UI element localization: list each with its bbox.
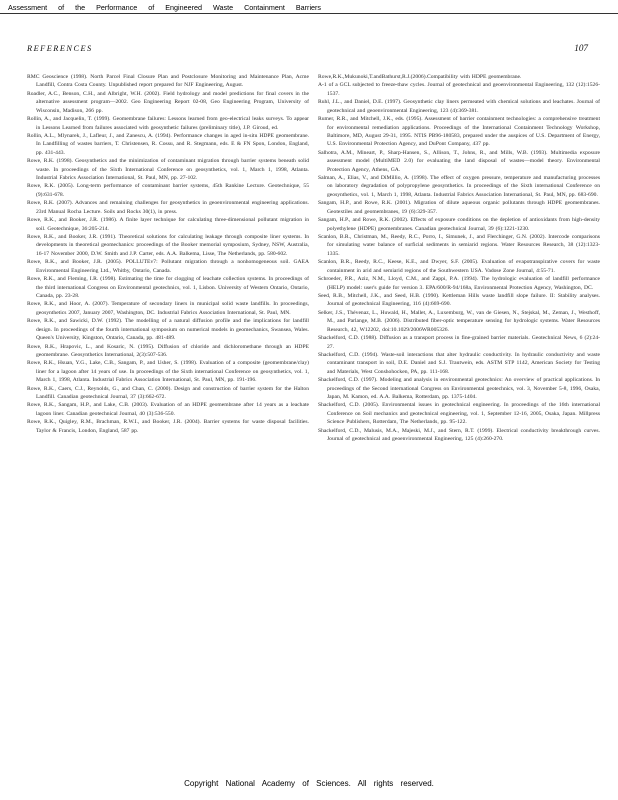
reference-entry: Rumer, R.R., and Mitchell, J.K., eds. (1995). Assessment of barrier containment technologies: a comprehensive treatment for environmental remediation applications. Proceedings of the International Containment Technology Workshop, Baltimore, MD, August 29-31, 1995. NTIS PB96-180583, prepared under the auspices of U.S. Department of Energy, U.S. Environmental Protection Agency, and DuPont Company, 437 pp. xyxy=(318,116,600,148)
reference-entry: Rowe, R.K., Hrapovic, L., and Kosaric, N. (1995). Diffusion of chloride and dichloromethane through an HDPE geomembrane. Geosynthetics International, 2(3):507-536. xyxy=(27,343,309,358)
reference-entry: Rowe, R.K., and Booker, J.R. (2005). POLLUTEv7: Pollutant migration through a nonhomogeneous soil. GAEA Environmental Engineering Ltd., Whitby, Ontario, Canada. xyxy=(27,259,309,274)
reference-entry: Rowe, R.K., and Booker, J.R. (1986). A finite layer technique for calculating three-dimensional pollutant migration in soil. Geotechnique, 36:205-214. xyxy=(27,217,309,232)
reference-entry: Ruhl, J.L., and Daniel, D.E. (1997). Geosynthetic clay liners permeated with chemical solutions and leachates. Journal of geotechnical and geoenvironmental Engineering, 123 (4):369-381. xyxy=(318,99,600,114)
reference-entry: Shackelford, C.D. (1994). Waste-soil interactions that alter hydraulic conductivity. In hydraulic conductivity and waste contaminant transport in soil, D.E. Daniel and S.J. Trautwein, eds. ASTM STP 1142, American Society for Testing and Materials, West Conshohocken, PA, pp. 111-168. xyxy=(318,351,600,375)
section-title: REFERENCES xyxy=(27,44,93,53)
references-left-column xyxy=(27,73,309,773)
reference-entry: Rollin, A.L., Mlynarek, J., Lafleur, J., and Zanescu, A. (1994). Performance changes in aged in-situ HDPE geomembrane. In Landfilling of wastes barriers, T. Christensen, R. Cossu, and R. Stegmann, eds. E & FN Spon, London, England, pp. 431-443. xyxy=(27,132,309,156)
reference-entry: Rowe, R.K. (2005). Long-term performance of contaminant barrier systems, 45th Rankine Lecture. Geotechnique, 55 (9):631-678. xyxy=(27,183,309,198)
page-number: 107 xyxy=(574,43,588,53)
reference-entry: Rowe, R.K., and Fleming, I.R. (1998). Estimating the time for clogging of leachate collection systems. In proceedings of the third international Congress on Environmental geotechnics, vol. 1, Lisbon. University of Western Ontario, Ontario, Canada, pp. 23-28. xyxy=(27,276,309,299)
reference-entry: Schroeder, P.R., Aziz, N.M., Lloyd, C.M., and Zappi, P.A. (1994). The hydrologic evaluation of landfill performance (HELP) model: user's guide for version 3. EPA/600/R-94/168a, Environmental Protection Agency, Washington, DC. xyxy=(318,276,600,291)
reference-entry: Rowe,R.K.,Mukunoki,T.andBathurst,R.J.(2006).Compatibility with HDPE geomembrane. xyxy=(318,74,522,80)
reference-entry: Rollin, A., and Jacquelin, T. (1999). Geomembrane failures: Lessons learned from geo-electrical leaks surveys. To appear in Lessons Learned from failures associated with geosynthetic failures (preliminary title), J.P. Giroud, ed. xyxy=(27,116,309,131)
reference-entry: Sangam, H.P., and Rowe, R.K. (2001). Migration of dilute aqueous organic pollutants through HDPE geomembranes. Geotextiles and geomembranes, 19 (6):329-357. xyxy=(318,200,600,215)
reference-entry: Seed, R.B., Mitchell, J.K., and Seed, H.B. (1990). Kettleman Hills waste landfill slope failure. II: Stability analyses. Journal of geotechnical Engineering, 116 (4):669-690. xyxy=(318,292,600,308)
reference-entry: Salhotra, A.M., Mineart, P., Sharp-Hansen, S., Allison, T., Johns, R., and Mills, W.B. (1993). Multimedia exposure assessment model (MultiMED 2.0) for evaluating the land disposal of wastes—model theory. Environmental Protection Agency, Athens, GA. xyxy=(318,149,600,173)
reference-entry: Rowe, R.K., Sangam, H.P., and Lake, C.B. (2003). Evaluation of an HDPE geomembrane after 14 years as a leachate lagoon liner. Canadian geotechnical Journal, 40 (3):536-550. xyxy=(27,402,309,417)
reference-entry: Rowe, R.K. (2007). Advances and remaining challenges for geosynthetics in geoenvironmental engineering applications. 23rd Manual Rocha Lecture. Soils and Rocks 30(1), in press. xyxy=(27,200,309,215)
reference-entry: Rowe, R.K., Quigley, R.M., Brachman, R.W.I., and Booker, J.R. (2004). Barrier systems for waste disposal facilities. Taylor & Francis, London, England, 587 pp. xyxy=(27,419,309,434)
reference-entry: Salman, A., Elias, V., and DiMillio, A. (1998). The effect of oxygen pressure, temperature and manufacturing processes on laboratory degradation of polypropylene geosynthetics. In proceedings of the Sixth international Conference on geosynthetics, vol. 1, March 1, 1998, Atlanta. Industrial Fabrics Association International, St. Paul, MN, pp. 683-690. xyxy=(318,175,600,198)
reference-entry: Rowe, R.K., and Hoor, A. (2007). Temperature of secondary liners in municipal solid waste landfills. In proceedings, geosynthetics 2007, January 2007, Washington, DC. Industrial Fabrics Association International, St. Paul, MN. xyxy=(27,301,309,316)
reference-entry: Selker, J.S., Thévenaz, L., Huwald, H., Mallet, A., Luxemburg, W., van de Giesen, N., Stejskal, M., Zeman, J., Westhoff, M., and Parlange, M.B. (2006). Distributed fiber-optic temperature sensing for hydrologic systems. Water Resources Research, 42, W12202, doi:10.1029/2006WR005326. xyxy=(318,309,600,333)
reference-entry: A-1 of a GCL subjected to freeze-thaw cycles. Journal of geotechnical and geoenvironmental Engineering, 132 (12):1526-1537. xyxy=(318,82,600,97)
running-header: Assessment of the Performance of Engineered Waste Containment Barriers xyxy=(8,3,322,12)
reference-entry: RMC Geoscience (1998). North Parcel Final Closure Plan and Postclosure Monitoring and Maintenance Plan, Acme Landfill, Contra Costa County. Unpublished report prepared for NJF Engineering, August. xyxy=(27,74,309,89)
reference-entry: Rowe, R.K. (1998). Geosynthetics and the minimization of contaminant migration through barrier systems beneath solid waste. In proceedings of the Sixth International Conference on geosynthetics, vol. 1, March 1, 1998, Atlanta. Industrial Fabrics Association International, St. Paul, MN, pp. 27-102. xyxy=(27,158,309,182)
reference-entry: Shackelford, C.D. (2005). Environmental issues in geotechnical engineering. In proceedings of the 16th international Conference on Soil mechanics and geotechnical engineering, vol. 1, September 12-16, 2005, Osaka, Japan. Millpress Science Publishers, Rotterdam, The Netherlands, pp. 95-122. xyxy=(318,402,600,426)
reference-entry: Shackelford, C.D. (1997). Modeling and analysis in environmental geotechnics: An overview of practical applications. In proceedings of the Second international Congress on Environmental geotechnics, vol. 3, November 5-8, 1996, Osaka, Japan, M. Kamon, ed. A.A. Balkema, Rotterdam, pp. 1375-1404. xyxy=(318,377,600,401)
header-rule xyxy=(0,13,618,14)
reference-entry: Rowe, R.K., and Sawicki, D.W. (1992). The modelling of a natural diffusion profile and the implications for landfill design. In proceedings of the fourth international symposium on numerical models in geomechanics, Swansea, Wales. Queen's University, Kingston, Ontario, Canada, pp. 481-489. xyxy=(27,318,309,342)
reference-entry: Rowe, R.K., Caers, C.J., Reynolds, G., and Chan, C. (2000). Design and construction of barrier system for the Halton Landfill. Canadian geotechnical Journal, 37 (3):662-672. xyxy=(27,385,309,401)
reference-entry: Shackelford, C.D. (1988). Diffusion as a transport process in fine-grained barrier materials. Geotechnical News, 6 (2):24-27. xyxy=(318,335,600,350)
reference-entry: Scanlon, B.R., Christman, M., Reedy, R.C., Porro, I., Simunek, J., and Flerchinger, G.N. (2002). Intercode comparisons for simulating water balance of surficial sediments in semiarid regions. Water Resources Research, 38 (12):1323-1335. xyxy=(318,234,600,257)
reference-entry: Shackelford, C.D., Malusis, M.A., Majeski, M.J., and Stern, R.T. (1999). Electrical conductivity breakthrough curves. Journal of geotechnical and geoenvironmental Engineering, 125 (4):260-270. xyxy=(318,427,600,443)
reference-entry: Rowe, R.K., Hsuan, Y.G., Lake, C.B., Sangam, P., and Usher, S. (1998). Evaluation of a composite (geomembrane/clay) liner for a lagoon after 14 years of use. In proceedings of the Sixth international Conference on geosynthetics, vol. 1, March 1, 1998, Atlanta. Industrial Fabrics Association International, St. Paul, MN, pp. 191-196. xyxy=(27,360,309,384)
reference-entry: Roadler, A.C., Benson, C.H., and Albright, W.H. (2002). Field hydrology and model predictions for final covers in the alternative assessment program—2002. Geo Engineering Report 02-08, Geo Engineering Program, University of Wisconsin, Madison, 266 pp. xyxy=(27,90,309,114)
reference-entry: Scanlon, B.R., Reedy, R.C., Keese, K.E., and Dwyer, S.F. (2005). Evaluation of evapotranspirative covers for waste containment in arid and semiarid regions of the Southwestern USA. Vadose Zone Journal, 4:55-71. xyxy=(318,259,600,274)
reference-entry: Rowe, R.K., and Booker, J.R. (1991). Theoretical solutions for calculating leakage through composite liner systems. In developments in theoretical geomechanics: proceedings of the Booker memorial symposium, Sydney, NSW, Australia, 16-17 November 2000, D.W. Smith and J.P. Carter, eds. A.A. Balkema, Lisse, The Netherlands, pp. 580-602. xyxy=(27,234,309,257)
references-right-column xyxy=(318,73,600,773)
reference-entry: Sangam, H.P., and Rowe, R.K. (2002). Effects of exposure conditions on the depletion of antioxidants from high-density polyethylene (HDPE) geomembranes. Canadian geotechnical Journal, 39 (6):1221-1230. xyxy=(318,217,600,232)
copyright-footer: Copyright National Academy of Sciences. All rights reserved. xyxy=(184,779,434,788)
